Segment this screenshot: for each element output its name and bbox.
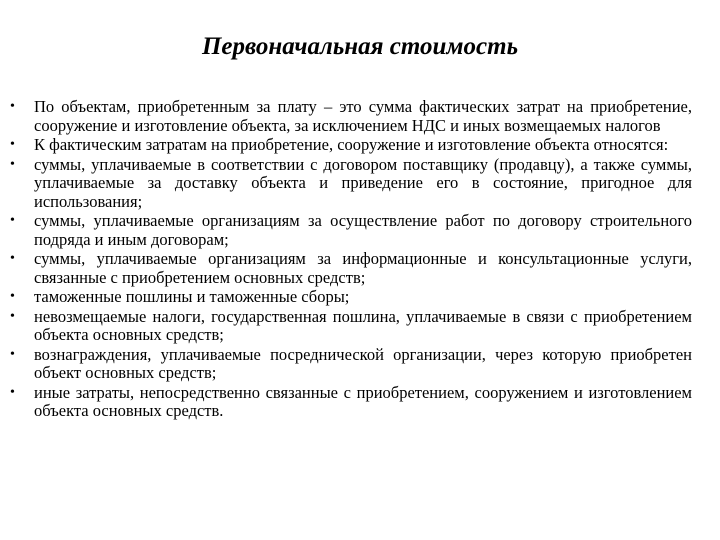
bullet-text: По объектам, приобретенным за плату – это сумма фактических затрат на приобретение, сооружение и изготовление объекта, за исключением НДС и иных возмещаемых налогов: [34, 97, 692, 135]
bullet-item-4: [10, 211, 692, 249]
bullet-text: суммы, уплачиваемые в соответствии с договором поставщику (продавцу), а также суммы, уплачиваемые за доставку объекта и приведение его в состояние, пригодное для использования;: [34, 154, 692, 211]
bullet-icon: •: [10, 156, 15, 172]
bullet-item-3: [10, 154, 692, 212]
bullet-icon: •: [10, 213, 15, 228]
bullet-item-2: [10, 135, 692, 155]
bullet-icon: •: [10, 251, 15, 266]
bullet-text: суммы, уплачиваемые организациям за информационные и консультационные услуги, связанные с приобретением основных средств;: [34, 249, 692, 287]
bullet-text: невозмещаемые налоги, государственная пошлина, уплачиваемые в связи с приобретением объекта основных средств;: [34, 306, 692, 344]
bullet-text: таможенные пошлины и таможенные сборы;: [34, 287, 350, 306]
bullet-item-6: [10, 287, 692, 307]
bullet-item-7: [10, 306, 692, 345]
bullet-item-8: [10, 344, 692, 383]
bullet-text: суммы, уплачиваемые организациям за осуществление работ по договору строительного подряда и иным договорам;: [34, 211, 692, 249]
bullet-text: вознаграждения, уплачиваемые посреднической организации, через которую приобретен объект основных средств;: [34, 344, 692, 382]
bullet-icon: •: [10, 289, 15, 304]
bullet-item-1: [10, 97, 692, 135]
bullet-icon: •: [10, 308, 15, 324]
bullet-icon: •: [10, 137, 15, 152]
bullet-text: иные затраты, непосредственно связанные с приобретением, сооружением и изготовлением объекта основных средств.: [34, 382, 692, 420]
bullet-item-5: [10, 249, 692, 287]
bullet-list: [10, 97, 692, 422]
bullet-icon: •: [10, 346, 15, 362]
slide-title: Первоначальная стоимость: [201, 33, 519, 60]
bullet-icon: •: [10, 99, 15, 114]
bullet-icon: •: [10, 384, 15, 400]
bullet-text: К фактическим затратам на приобретение, сооружение и изготовление объекта относятся:: [34, 135, 669, 154]
bullet-item-9: [10, 382, 692, 421]
